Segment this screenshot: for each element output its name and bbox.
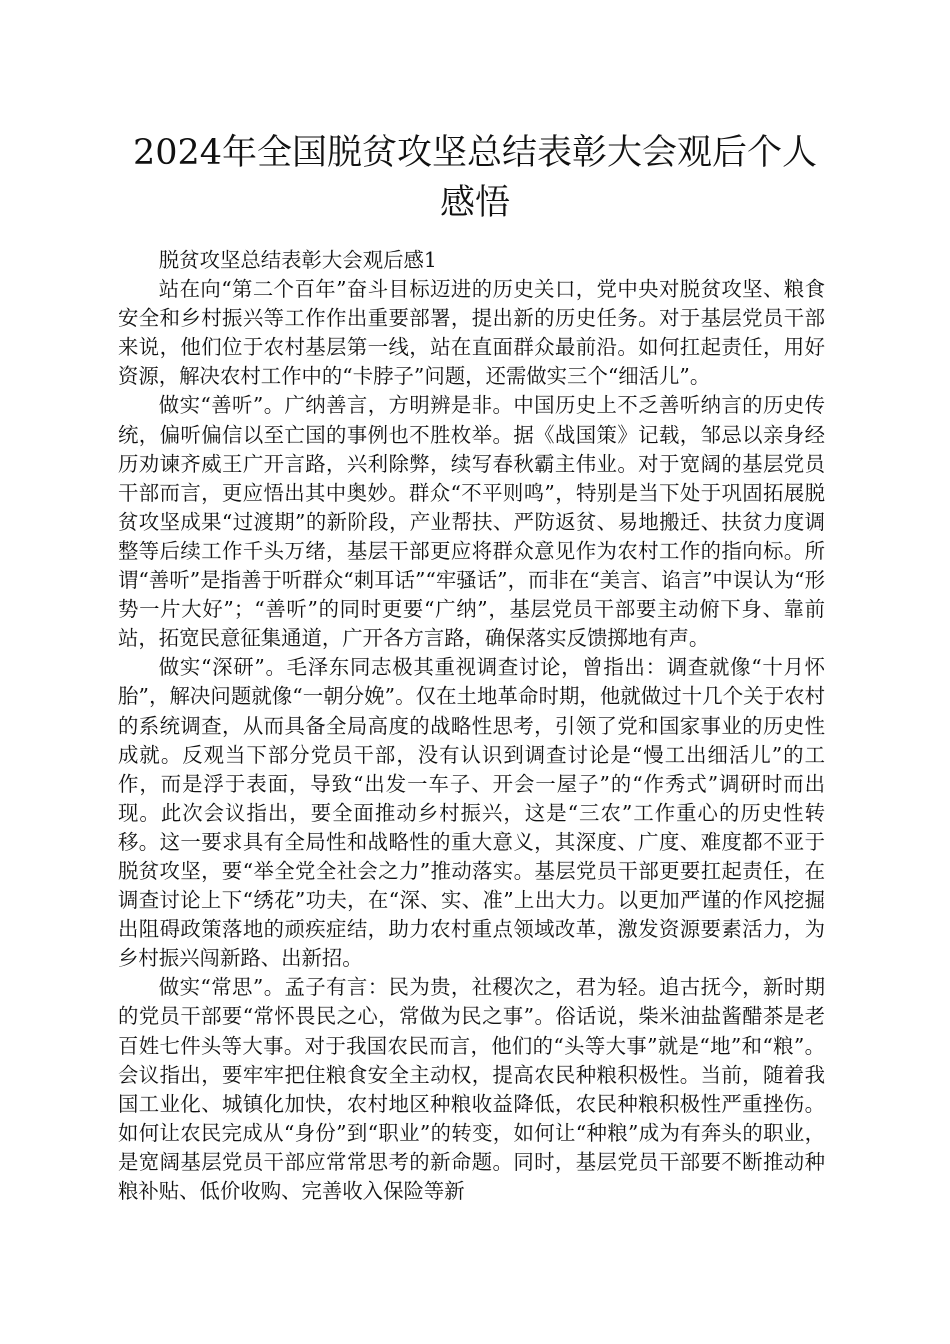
paragraph-listen: 做实“善听”。广纳善言，方明辨是非。中国历史上不乏善听纳言的历史传统，偏听偏信以至亡国的事例也不胜枚举。据《战国策》记载，邹忌以亲身经历劝谏齐威王广开言路，兴利除弊，续写春秋霸主伟业。对于宽阔的基层党员干部而言，更应悟出其中奥妙。群众“不平则鸣”，特别是当下处于巩固拓展脱贫攻坚成果“过渡期”的新阶段，产业帮扶、严防返贫、易地搬迁、扶贫力度调整等后续工作千头万绪，基层干部更应将群众意见作为农村工作的指向标。所谓“善听”是指善于听群众“刺耳话”“牢骚话”，而非在“美言、谄言”中误认为“形势一片大好”；“善听”的同时更要“广纳”，基层党员干部要主动俯下身、靠前站，拓宽民意征集通道，广开各方言路，确保落实反馈掷地有声。 bbox=[118, 393, 825, 651]
section-heading: 脱贫攻坚总结表彰大会观后感1 bbox=[158, 248, 437, 272]
document-body bbox=[118, 246, 825, 1206]
paragraph-research: 做实“深研”。毛泽东同志极其重视调查讨论，曾指出：调查就像“十月怀胎”，解决问题就像“一朝分娩”。仅在土地革命时期，他就做过十几个关于农村的系统调查，从而具备全局高度的战略性思考，引领了党和国家事业的历史性成就。反观当下部分党员干部，没有认识到调查讨论是“慢工出细活儿”的工作，而是浮于表面，导致“出发一车子、开会一屋子”的“作秀式”调研时而出现。此次会议指出，要全面推动乡村振兴，这是“三农”工作重心的历史性转移。这一要求具有全局性和战略性的重大意义，其深度、广度、难度都不亚于脱贫攻坚，要“举全党全社会之力”推动落实。基层党员干部更要扛起责任，在调查讨论上下“绣花”功夫，在“深、实、准”上出大力。以更加严谨的作风挖掘出阻碍政策落地的顽疾症结，助力农村重点领域改革，激发资源要素活力，为乡村振兴闯新路、出新招。 bbox=[118, 655, 825, 971]
paragraph-intro: 站在向“第二个百年”奋斗目标迈进的历史关口，党中央对脱贫攻坚、粮食安全和乡村振兴等工作作出重要部署，提出新的历史任务。对于基层党员干部来说，他们位于农村基层第一线，站在直面群众最前沿。如何扛起责任，用好资源，解决农村工作中的“卡脖子”问题，还需做实三个“细活儿”。 bbox=[118, 277, 825, 389]
document-title: 2024年全国脱贫攻坚总结表彰大会观后个人感悟 bbox=[132, 133, 818, 223]
paragraph-reflect: 做实“常思”。孟子有言：民为贵，社稷次之，君为轻。追古抚今，新时期的党员干部要“常怀畏民之心，常做为民之事”。俗话说，柴米油盐酱醋茶是老百姓七件头等大事。对于我国农民而言，他们的“头等大事”就是“地”和“粮”。会议指出，要牢牢把住粮食安全主动权，提高农民种粮积极性。当前，随着我国工业化、城镇化加快，农村地区种粮收益降低，农民种粮积极性严重挫伤。如何让农民完成从“身份”到“职业”的转变，如何让“种粮”成为有奔头的职业，是宽阔基层党员干部应常常思考的新命题。同时，基层党员干部要不断推动种粮补贴、低价收购、完善收入保险等新 bbox=[118, 975, 825, 1203]
